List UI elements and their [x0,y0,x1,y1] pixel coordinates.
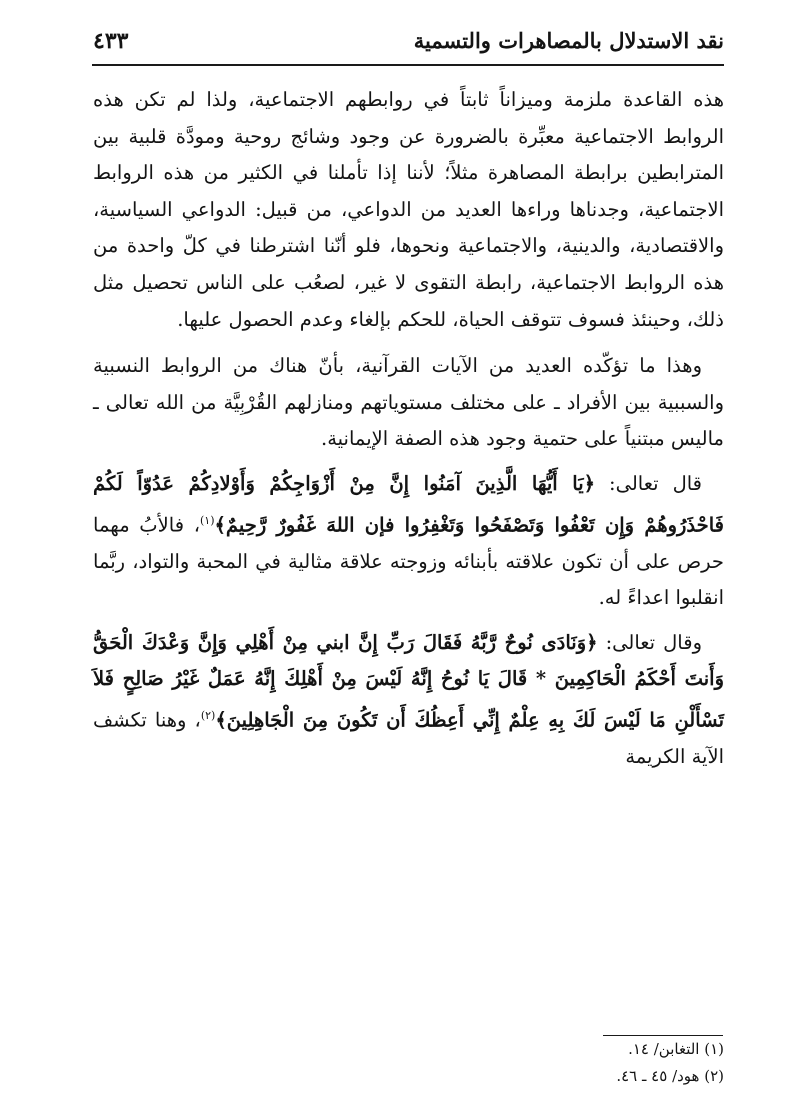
footnote-ref-1: (١) [199,513,215,527]
running-header [93,26,724,62]
paragraph-3-rest: ، فالأبُ مهما حرص على أن تكون علاقته بأبنائه وزوجته علاقة مثالية في المحبة والتواد، ربَّما انقلبوا اعداءً له. [93,513,724,610]
quran-verse-1: ﴿يَا أَيُّهَا الَّذِينَ آمَنُوا إِنَّ مِنْ أَزْوَاجِكُمْ وَأَوْلادِكُمْ عَدُوّاً لَكُمْ فَاحْذَرُوهُمْ وَإِن تَعْفُوا وَتَصْفَحُوا وَتَغْفِرُوا فإن اللهَ غَفُورٌ رَّحِيمٌ﴾ [93,471,724,537]
paragraph-4 [93,625,724,776]
paragraph-3 [93,466,724,617]
footnote-2: (٢) هود/ ٤٥ ـ ٤٦. [616,1067,724,1085]
footnote-ref-2: (٢) [200,709,216,722]
footnotes [616,1036,724,1090]
paragraph-3-intro: قال تعالى: [595,471,703,495]
paragraph-4-intro: وقال تعالى: [597,630,702,654]
main-text [93,82,724,776]
paragraph-1: هذه القاعدة ملزمة وميزاناً ثابتاً في روابطهم الاجتماعية، ولذا لم تكن هذه الروابط الاجتماعية معبِّرة بالضرورة عن وجود وشائج روحية ومودَّة قلبية بين المترابطين برابطة المصاهرة مثلاً؛ لأننا إذا تأملنا في الكثير من هذه الروابط الاجتماعية، وجدناها وراءها العديد من الدواعي، من قبيل: الدواعي السياسية، والاقتصادية، والدينية، والاجتماعية ونحوها، فلو أنّنا اشترطنا في كلّ واحدة من هذه الروابط الاجتماعية، رابطة التقوى لا غير، لصعُب على الناس تحصيل مثل ذلك، وحينئذ فسوف تتوقف الحياة، للحكم بإلغاء وعدم الحصول عليها. [93,88,724,331]
header-divider [92,64,724,66]
header-title: نقد الاستدلال بالمصاهرات والتسمية [413,28,724,53]
paragraph-2: وهذا ما تؤكّده العديد من الآيات القرآنية، بأنّ هناك من الروابط النسبية والسببية بين الأفراد ـ على مختلف مستوياتهم ومنازلهم القُرْبِيَّة من الله تعالى ـ ماليس مبتنياً على حتمية وجود هذه الصفة الإيمانية. [93,354,724,451]
footnote-1: (١) التغابن/ ١٤. [628,1040,724,1058]
quran-verse-2: ﴿وَنَادَى نُوحٌ رَّبَّهُ فَقَالَ رَبِّ إِنَّ ابني مِنْ أَهْلِي وَإِنَّ وَعْدَكَ الْحَقُّ وَأَنتَ أَحْكَمُ الْحَاكِمِينَ * قَالَ يَا نُوحُ إِنَّهُ لَيْسَ مِنْ أَهْلِكَ إِنَّهُ عَمَلٌ غَيْرُ صَالِحٍ فَلاَ تَسْأَلْنِ مَا لَيْسَ لَكَ بِهِ عِلْمٌ إِنِّي أَعِظُكَ أَن تَكُونَ مِنَ الْجَاهِلِينَ﴾ [93,630,724,732]
paragraph-4-rest: ، وهنا تكشف الآية الكريمة [93,708,724,769]
page-number: ٤٣٣ [93,28,129,54]
